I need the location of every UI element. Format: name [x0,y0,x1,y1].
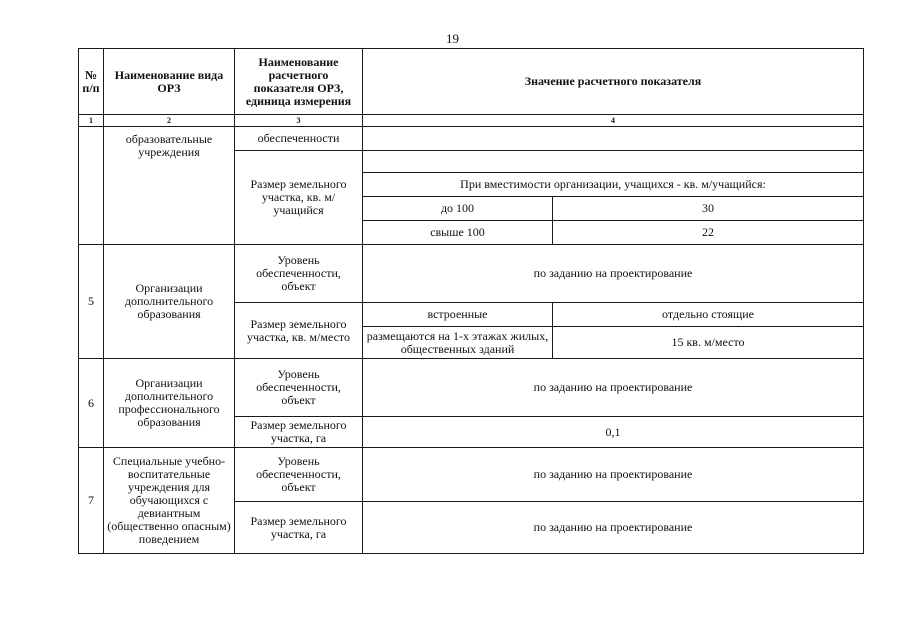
plot-label-cell: Размер земельного участка, кв. м/учащийся [235,151,363,245]
type-name-cell: Организации дополнительного профессионального образования [104,359,235,448]
header-col-type: Наименование вида ОРЗ [104,49,235,115]
empty-value-cell [363,151,864,173]
plot-value-cell: по заданию на проектирование [363,502,864,554]
type-name-cell: Специальные учебно-воспитательные учреждения для обучающихся с девиантным (общественно опасным) поведением [104,448,235,554]
tier-label-cell: до 100 [363,197,553,221]
col-number-3: 3 [235,115,363,127]
detached-label-cell: отдельно стоящие [553,303,864,327]
row-number-cell [79,127,104,245]
plot-label-cell: Размер земельного участка, га [235,502,363,554]
header-col-value: Значение расчетного показателя [363,49,864,115]
provision-label-cell: Уровень обеспеченности, объект [235,359,363,417]
provision-value-cell: по заданию на проектирование [363,359,864,417]
table-row [79,359,864,417]
col-number-1: 1 [79,115,104,127]
row-number-cell: 5 [79,245,104,359]
column-numbers-row [79,115,864,127]
provision-label-cell: Уровень обеспеченности, объект [235,448,363,502]
provision-label-cell: обеспеченности [235,127,363,151]
col-number-2: 2 [104,115,235,127]
type-name-cell: образовательные учреждения [104,127,235,245]
row-number-cell: 6 [79,359,104,448]
builtin-label-cell: встроенные [363,303,553,327]
provision-value-cell: по заданию на проектирование [363,245,864,303]
plot-value-cell: 0,1 [363,417,864,448]
table-row [79,127,864,151]
header-row [79,49,864,115]
tier-value-cell: 22 [553,221,864,245]
tier-label-cell: свыше 100 [363,221,553,245]
tier-value-cell: 30 [553,197,864,221]
header-col-indicator: Наименование расчетного показателя ОРЗ, единица измерения [235,49,363,115]
provision-value-cell: по заданию на проектирование [363,448,864,502]
plot-label-cell: Размер земельного участка, га [235,417,363,448]
row-number-cell: 7 [79,448,104,554]
header-col-number: № п/п [79,49,104,115]
provision-value-cell [363,127,864,151]
col-number-4: 4 [363,115,864,127]
provision-label-cell: Уровень обеспеченности, объект [235,245,363,303]
capacity-note-cell: При вместимости организации, учащихся - кв. м/учащийся: [363,173,864,197]
table-row [79,448,864,502]
indicators-table [78,48,864,554]
builtin-value-cell: размещаются на 1-х этажах жилых, общественных зданий [363,327,553,359]
plot-label-cell: Размер земельного участка, кв. м/место [235,303,363,359]
page-number: 19 [446,31,459,46]
detached-value-cell: 15 кв. м/место [553,327,864,359]
type-name-cell: Организации дополнительного образования [104,245,235,359]
table-row [79,245,864,303]
